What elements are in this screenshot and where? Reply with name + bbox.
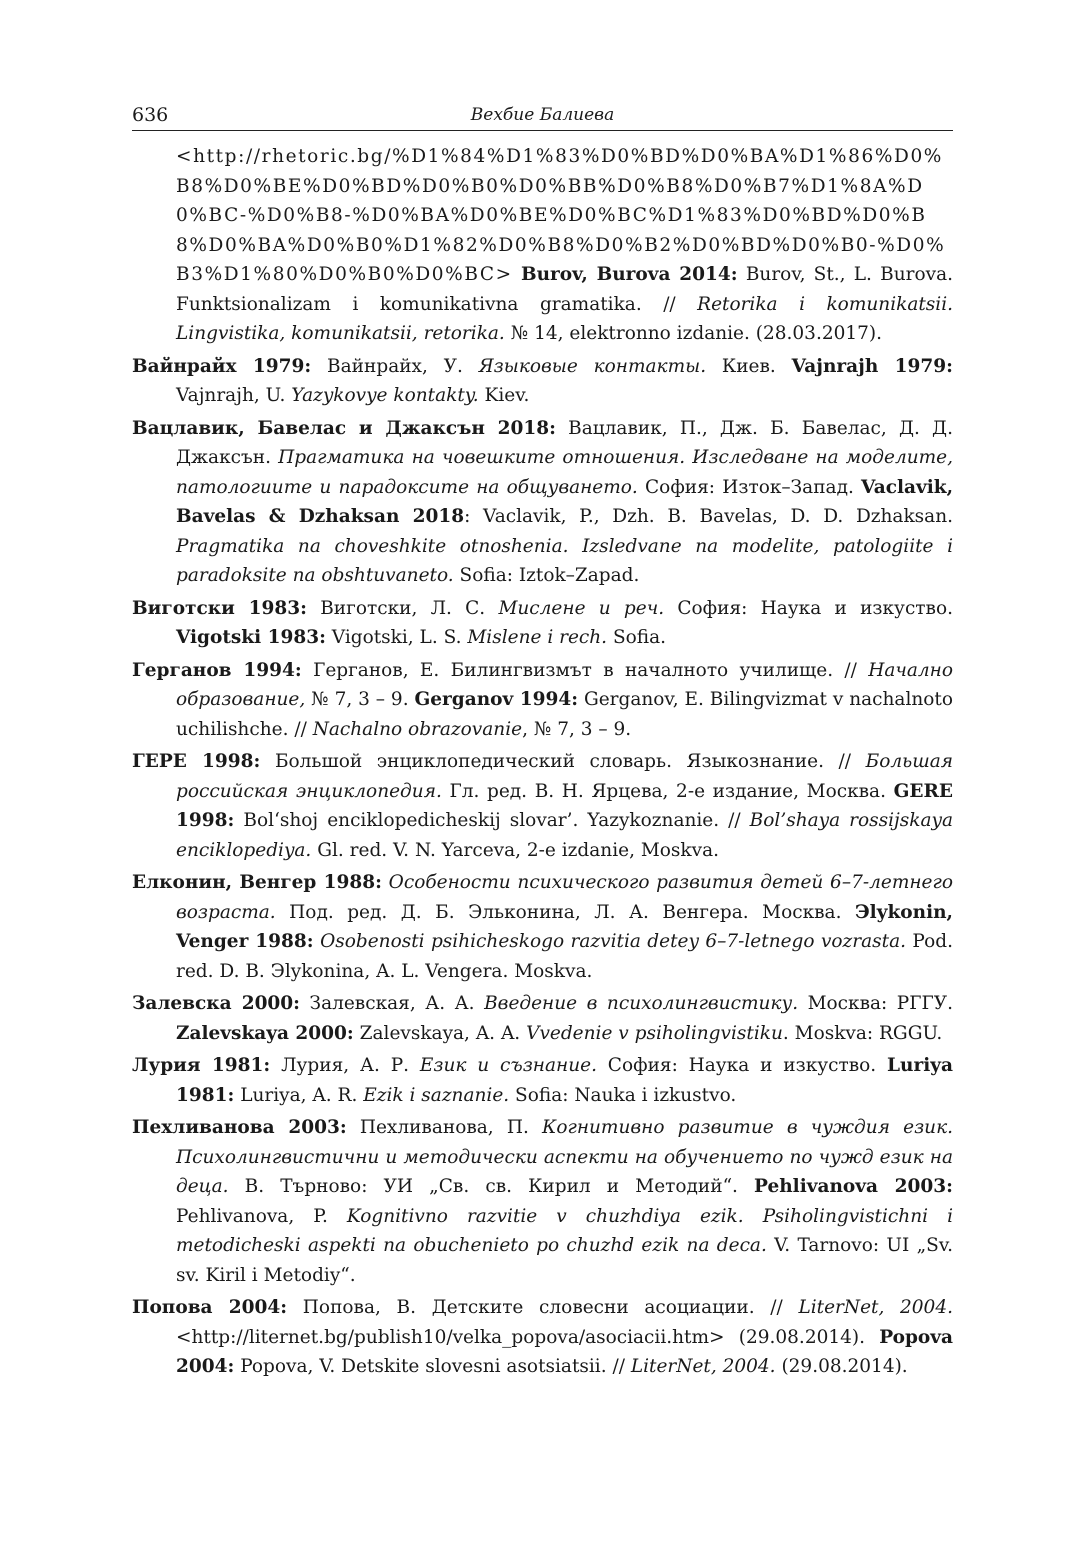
bibliography-entry: Лурия 1981: Лурия, А. Р. Език и съзнание. София: Наука и изкуство. Luriya 1981: Luriya, A. R. Ezik i saznanie. Sofia: Nauka i izkustvo. — [132, 1055, 953, 1106]
entry-title-latin: Mislene i rech. — [467, 627, 608, 648]
bibliography — [132, 142, 953, 1382]
entry-title-latin: Nachalno obrazovanie — [312, 718, 523, 740]
running-author: Вехбие Балиева — [470, 105, 615, 125]
entry-title: Начално образование, — [176, 659, 954, 710]
entry-title: LiterNet, 2004. — [798, 1297, 953, 1318]
bibliography-entry: Попова 2004: Попова, В. Детските словесни асоциации. // LiterNet, 2004. <http://liternet.bg/publish10/velka_popova/asociacii.htm> (29.08.2014). Popova 2004: Popova, V. Detskite slovesni asotsiatsii. // LiterNet, 2004. (29.08.2014). — [132, 1297, 953, 1377]
bibliography-entry: Вацлавик, Бавелас и Джаксън 2018: Вацлавик, П., Дж. Б. Бавелас, Д. Д. Джаксън. Прагматика на човешките отношения. Изследване на моделите, патологиите и парадоксите на общуването. София: Изток–Запад. Vaclavik, Bavelas & Dzhaksan 2018: Vaclavik, P., Dzh. B. Bavelas, D. D. Dzhaksan. Pragmatika na choveshkite otnoshenia. Izsledvane na modelite, patologiite i paradoksite na obshtuvaneto. Sofia: Iztok–Zapad. — [132, 417, 954, 586]
entry-title: Език и съзнание. — [419, 1055, 597, 1076]
entry-key-latin: Эlykonin, Venger 1988: — [176, 901, 953, 952]
entry-key: Попова 2004: — [132, 1297, 288, 1318]
entry-key-latin: Pehlivanova 2003: — [754, 1176, 954, 1197]
entry-title-latin: Kognitivno razvitie v chuzhdiya ezik. Psiholingvistichni i metodicheski aspekti na obuchenieto po chuzhd ezik na deca. — [176, 1205, 953, 1256]
entry-title-latin: LiterNet, 2004. — [630, 1356, 776, 1377]
entry-key-latin: Vigotski 1983: — [176, 627, 326, 648]
entry-title-latin: Ezik i saznanie. — [363, 1084, 510, 1106]
entry-title-latin: Yazykovye kontakty. — [291, 385, 479, 406]
entry-title-latin: Bol’shaya rossijskaya enciklopediya. — [176, 810, 953, 861]
entry-title: Мислене и реч. — [498, 597, 665, 619]
bibliography-entry: Залевска 2000: Залевская, А. А. Введение в психолингвистику. Москва: РГГУ. Zalevskaya 2000: Zalevskaya, A. A. Vvedenie v psiholingvistiku. Moskva: RGGU. — [132, 993, 954, 1044]
bibliography-entry: Герганов 1994: Герганов, Е. Билингвизмът в началното училище. // Начално образование, № 7, 3 – 9. Gerganov 1994: Gerganov, E. Bilingvizmat v nachalnoto uchilishche. // Nachalno obrazovanie, № 7, 3 – 9. — [132, 659, 954, 740]
entry-title-latin: Vvedenie v psiholingvistiku — [526, 1022, 783, 1044]
url-text: <http://rhetoric.bg/%D1%84%D1%83%D0%BD%D0%BA%D1%86%D0%B8%D0%BE%D0%BD%D0%B0%D0%BB%D0%B8%D0%B7%D1%8A%D0%BC-%D0%B8-%D0%BA%D0%BE%D0%BC%D1%83%D0%BD%D0%B8%D0%BA%D0%B0%D1%82%D0%B8%D0%B2%D0%BD%D0%B0-%D0%B3%D1%80%D0%B0%D0%BC> — [176, 146, 946, 285]
entry-title: Когнитивно развитие в чуждия език. Психолингвистични и методически аспекти на обучението по чужд език на деца. — [176, 1117, 953, 1197]
bibliography-entry: Пехливанова 2003: Пехливанова, П. Когнитивно развитие в чуждия език. Психолингвистични и методически аспекти на обучението по чужд език на деца. В. Търново: УИ „Св. св. Кирил и Методий“. Pehlivanova 2003: Pehlivanova, P. Kognitivno razvitie v chuzhdiya ezik. Psiholingvistichni i metodicheski aspekti na obuchenieto po chuzhd ezik na deca. V. Tarnovo: UI „Sv. sv. Kiril i Metodiy“. — [132, 1117, 954, 1286]
entry-title: Языковые контакты. — [478, 355, 707, 377]
entry-key-latin: Vaclavik, Bavelas & Dzhaksan 2018 — [176, 476, 954, 527]
bibliography-entry: ГЕРЕ 1998: Большой энциклопедический словарь. Языкознание. // Большая российская энциклопедия. Гл. ред. В. Н. Ярцева, 2-е издание, Москва. GERE 1998: Bol‘shoj enciklopedicheskij slovar’. Yazykoznanie. // Bol’shaya rossijskaya enciklopediya. Gl. red. V. N. Yarceva, 2-e izdanie, Moskva. — [132, 751, 953, 861]
bibliography-entry: Елконин, Венгер 1988: Особености психического развития детей 6–7-летнего возраста. Под. ред. Д. Б. Эльконина, Л. А. Венгера. Москва. Эlykonin, Venger 1988: Osobenosti psihicheskogo razvitia detey 6–7-letnego vozrasta. Pod. red. D. B. Эlykonina, A. L. Vengera. Moskva. — [132, 872, 953, 982]
entry-key: Вайнрайх 1979: — [132, 355, 312, 377]
entry-key: Елконин, Венгер 1988: — [132, 872, 382, 893]
bibliography-entry: Виготски 1983: Виготски, Л. С. Мислене и реч. София: Наука и изкуство. Vigotski 1983: Vigotski, L. S. Mislene i rech. Sofia. — [132, 597, 953, 648]
entry-key-latin: Burov, Burova 2014: — [520, 264, 738, 285]
page — [132, 100, 953, 1385]
bibliography-entry-continuation: <http://rhetoric.bg/%D1%84%D1%83%D0%BD%D0%BA%D1%86%D0%B8%D0%BE%D0%BD%D0%B0%D0%BB%D0%B8%D0%B7%D1%8A%D0%BC-%D0%B8-%D0%BA%D0%BE%D0%BC%D1%83%D0%BD%D0%B8%D0%BA%D0%B0%D1%82%D0%B8%D0%B2%D0%BD%D0%B0-%D0%B3%D1%80%D0%B0%D0%BC> Burov, Burova 2014: Burov, St., L. Burova. Funktsionalizam i komunikativna gramatika. // Retorika i komunikatsii. Lingvistika, komunikatsii, retorika. № 14, elektronno izdanie. (28.03.2017). — [176, 146, 953, 344]
entry-key-latin: Luriya 1981: — [176, 1055, 953, 1106]
entry-key: ГЕРЕ 1998: — [132, 751, 261, 772]
entry-title: Особености психического развития детей 6–7-летнего возраста. — [176, 872, 953, 923]
entry-title: Прагматика на човешките отношения. Изследване на моделите, патологиите и парадоксите на общуването. — [176, 447, 954, 498]
entry-title: Введение в психолингвистику. — [484, 993, 799, 1014]
entry-title-latin: Osobenosti psihicheskogo razvitia detey 6–7-letnego vozrasta. — [320, 931, 907, 952]
entry-title: Большая российская энциклопедия. — [176, 751, 953, 802]
entry-title: Retorika i komunikatsii. Lingvistika, komunikatsii, retorika. — [176, 293, 953, 344]
entry-key: Вацлавик, Бавелас и Джаксън 2018: — [132, 417, 556, 439]
entry-key-latin: Gerganov 1994: — [414, 689, 579, 710]
entry-key: Залевска 2000: — [132, 993, 301, 1014]
bibliography-entry: Вайнрайх 1979: Вайнрайх, У. Языковые контакты. Киев. Vajnrajh 1979: Vajnrajh, U. Yazykovye kontakty. Kiev. — [132, 355, 953, 406]
entry-key: Лурия 1981: — [132, 1055, 271, 1076]
entry-key-latin: Zalevskaya 2000: — [176, 1022, 354, 1044]
entry-key-latin: Vajnrajh 1979: — [791, 355, 953, 377]
entry-key: Герганов 1994: — [132, 659, 302, 681]
running-header — [132, 100, 953, 131]
page-number: 636 — [132, 104, 169, 126]
entry-key: Пехливанова 2003: — [132, 1117, 347, 1138]
entry-key-latin: GERE 1998: — [176, 780, 953, 831]
entry-key: Виготски 1983: — [132, 597, 307, 619]
entry-key-latin: Popova 2004: — [176, 1326, 953, 1377]
entry-title-latin: Pragmatika na choveshkite otnoshenia. Izsledvane na modelite, patologiite i paradoksite na obshtuvaneto. — [176, 535, 953, 586]
